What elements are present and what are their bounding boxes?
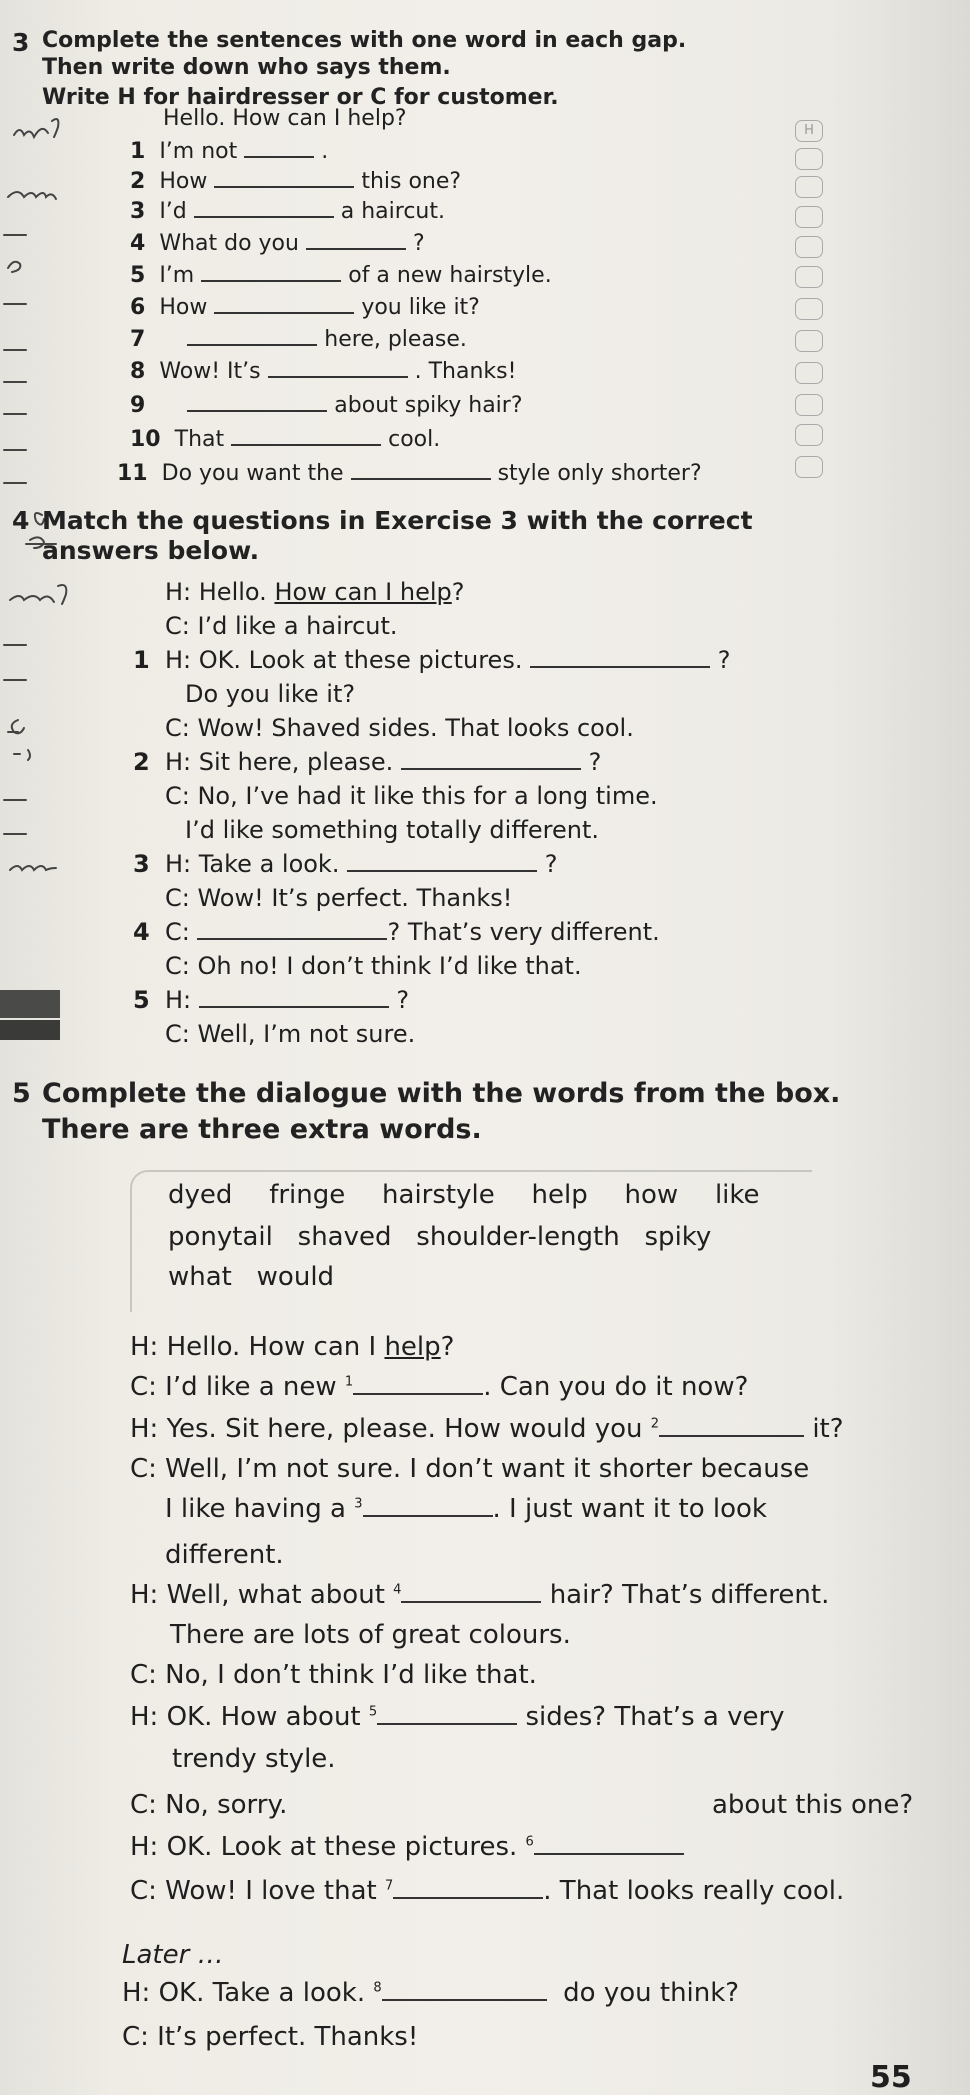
line-end: ? (717, 646, 731, 674)
ex4-number: 4 (12, 506, 30, 535)
line-text: H: Take a look. (164, 850, 340, 878)
box-word: shaved (297, 1222, 392, 1252)
dialogue-line-end: about this one? (712, 1790, 914, 1820)
word-box-row (168, 1262, 334, 1292)
line-end: ? (451, 578, 465, 606)
line-text: H: OK. How about (130, 1702, 369, 1732)
item-text: How (159, 169, 208, 194)
ex3-item (117, 458, 702, 486)
line-text: H: (164, 986, 192, 1014)
answer-blank[interactable] (187, 324, 317, 346)
line-text: C: (164, 918, 190, 946)
box-word: hairstyle (382, 1180, 495, 1210)
item-number: 2 (130, 169, 146, 194)
answer-blank[interactable] (382, 1979, 547, 2001)
answer-blank[interactable] (187, 390, 327, 412)
item-text-end: about spiky hair? (334, 393, 523, 418)
answer-blank[interactable] (268, 356, 408, 378)
ex4-line (133, 748, 601, 776)
line-text: H: Sit here, please. (164, 748, 394, 776)
answer-blank[interactable] (401, 1581, 541, 1603)
dialogue-line (165, 1494, 767, 1524)
item-text: I’d (159, 199, 187, 224)
box-word: ponytail (168, 1222, 273, 1252)
ex4-heading-line1: Match the questions in Exercise 3 with the correct (42, 506, 753, 535)
ex3-heading-line2: Then write down who says them. (42, 55, 451, 80)
answer-box[interactable] (795, 266, 823, 288)
answer-blank[interactable] (363, 1495, 493, 1517)
ex3-heading-line3: Write H for hairdresser or C for customer. (42, 85, 559, 110)
line-end: sides? That’s a very (525, 1702, 785, 1732)
item-text: Wow! It’s (159, 359, 261, 384)
answer-blank[interactable] (194, 196, 334, 218)
dialogue-line: C: It’s perfect. Thanks! (122, 2022, 419, 2052)
ex5-heading-line1: Complete the dialogue with the words from the box. (42, 1078, 841, 1109)
ex4-line: C: I’d like a haircut. (165, 612, 398, 640)
box-word: fringe (269, 1180, 346, 1210)
item-text: How (159, 295, 208, 320)
answer-box[interactable] (795, 236, 823, 258)
answer-blank[interactable] (197, 918, 387, 940)
box-word: dyed (168, 1180, 233, 1210)
line-text: I like having a (165, 1494, 355, 1524)
item-number: 3 (133, 850, 150, 878)
item-text-end: ? (412, 231, 425, 256)
example-answer: How can I help (274, 578, 452, 606)
answer-box[interactable] (795, 206, 823, 228)
answer-blank[interactable] (393, 1877, 543, 1899)
item-text: Do you want the (161, 461, 344, 486)
ex4-line: C: Wow! Shaved sides. That looks cool. (165, 714, 634, 742)
dialogue-line: There are lots of great colours. (170, 1620, 571, 1650)
item-text: That (174, 427, 225, 452)
answer-blank[interactable] (214, 292, 354, 314)
item-text-end: style only shorter? (497, 461, 702, 486)
box-word: what (168, 1262, 232, 1292)
answer-box[interactable] (795, 148, 823, 170)
answer-box[interactable] (795, 394, 823, 416)
line-end: ? That’s very different. (387, 918, 660, 946)
item-text-end: this one? (361, 169, 462, 194)
item-number: 4 (133, 918, 150, 946)
line-text: H: OK. Look at these pictures. (164, 646, 523, 674)
dialogue-line: different. (165, 1540, 284, 1570)
answer-blank[interactable] (306, 228, 406, 250)
item-number: 11 (117, 461, 148, 486)
dialogue-line (130, 1702, 785, 1732)
item-number: 10 (130, 427, 161, 452)
line-text: C: Wow! I love that (130, 1876, 385, 1906)
ex3-item (130, 260, 552, 288)
gap-number: 2 (650, 1416, 660, 1432)
ex5-number: 5 (12, 1078, 31, 1109)
ex3-example: Hello. How can I help? (163, 106, 407, 131)
answer-blank[interactable] (347, 850, 537, 872)
line-end: . I just want it to look (492, 1494, 767, 1524)
line-text: H: Well, what about (130, 1580, 394, 1610)
gap-number: 3 (354, 1496, 363, 1512)
answer-box[interactable] (795, 456, 823, 478)
dialogue-line: C: No, I don’t think I’d like that. (130, 1660, 537, 1690)
ex3-number: 3 (12, 28, 30, 57)
gap-number: 6 (525, 1834, 534, 1850)
page-number: 55 (870, 2060, 912, 2095)
answer-blank[interactable] (199, 986, 389, 1008)
ex4-line (133, 986, 409, 1014)
gap-number: 7 (385, 1878, 394, 1894)
item-number: 3 (130, 199, 146, 224)
item-number: 2 (133, 748, 150, 776)
ex4-line: C: Well, I’m not sure. (165, 1020, 416, 1048)
later-label: Later … (122, 1940, 224, 1970)
gap-number: 4 (393, 1582, 402, 1598)
box-word: would (256, 1262, 335, 1292)
ex4-line: C: Oh no! I don’t think I’d like that. (165, 952, 582, 980)
ex4-line (165, 578, 465, 606)
line-end: do you think? (563, 1978, 740, 2008)
item-number: 1 (130, 139, 146, 164)
line-end: it? (812, 1414, 844, 1444)
line-text: C: I’d like a new (130, 1372, 345, 1402)
line-end: . Can you do it now? (483, 1372, 749, 1402)
dialogue-line (130, 1876, 844, 1906)
line-text: H: OK. Look at these pictures. (130, 1832, 526, 1862)
item-text-end: here, please. (324, 327, 467, 352)
answer-blank[interactable] (231, 424, 381, 446)
ex3-item (130, 424, 440, 452)
word-box-row (168, 1180, 760, 1210)
item-text-end: cool. (388, 427, 441, 452)
ex4-line: C: Wow! It’s perfect. Thanks! (165, 884, 513, 912)
box-word: like (714, 1180, 760, 1210)
item-number: 1 (133, 646, 150, 674)
line-text: H: Hello. How can I (130, 1332, 385, 1362)
answer-blank[interactable] (214, 166, 354, 188)
dialogue-line: trendy style. (172, 1744, 336, 1774)
ex3-item (130, 390, 523, 418)
answer-box: H (795, 120, 823, 142)
dialogue-line: C: Well, I’m not sure. I don’t want it shorter because (130, 1454, 810, 1484)
ex4-line (133, 918, 660, 946)
ex3-heading-line1: Complete the sentences with one word in each gap. (42, 28, 687, 53)
item-number: 8 (130, 359, 146, 384)
answer-blank[interactable] (377, 1703, 517, 1725)
line-end: ? (588, 748, 602, 776)
box-word: how (624, 1180, 679, 1210)
ex3-item (130, 166, 461, 194)
ex3-item (130, 228, 425, 256)
answer-blank[interactable] (401, 748, 581, 770)
gap-number: 8 (373, 1980, 382, 1996)
answer-box[interactable] (795, 298, 823, 320)
ex4-heading-line2: answers below. (42, 536, 260, 565)
item-number: 6 (130, 295, 146, 320)
box-word: shoulder-length (416, 1222, 620, 1252)
item-number: 7 (130, 327, 146, 352)
answer-blank[interactable] (244, 136, 314, 158)
example-answer: help (384, 1332, 441, 1362)
dialogue-line (122, 1978, 739, 2008)
answer-box[interactable] (795, 362, 823, 384)
dialogue-line (130, 1372, 748, 1402)
box-word: help (531, 1180, 588, 1210)
dialogue-line (130, 1832, 684, 1862)
answer-blank[interactable] (659, 1415, 804, 1437)
dialogue-line (130, 1332, 454, 1362)
line-end: ? (544, 850, 558, 878)
gap-number: 1 (344, 1374, 354, 1390)
line-end: hair? That’s different. (549, 1580, 830, 1610)
answer-box[interactable] (795, 330, 823, 352)
item-number: 4 (130, 231, 146, 256)
line-text: H: OK. Take a look. (122, 1978, 374, 2008)
ex3-item (130, 292, 480, 320)
box-word: spiky (644, 1222, 712, 1252)
item-number: 5 (130, 263, 146, 288)
item-text-end: . Thanks! (414, 359, 517, 384)
gap-number: 5 (368, 1704, 378, 1720)
line-text: H: Yes. Sit here, please. How would you (130, 1414, 651, 1444)
handwritten-margin-marks (0, 110, 100, 1150)
ex4-line: I’d like something totally different. (185, 816, 599, 844)
item-text: I’m not (159, 139, 238, 164)
line-end: . That looks really cool. (543, 1876, 845, 1906)
ex3-item (130, 356, 516, 384)
ex4-line: C: No, I’ve had it like this for a long time. (165, 782, 658, 810)
item-text-end: you like it? (361, 295, 480, 320)
ex3-item (130, 324, 467, 352)
item-text: What do you (159, 231, 299, 256)
dialogue-line: C: No, sorry. (130, 1790, 288, 1820)
ex4-line (133, 850, 558, 878)
answer-box[interactable] (795, 176, 823, 198)
item-text-end: of a new hairstyle. (348, 263, 552, 288)
ex3-item (130, 196, 445, 224)
item-text-end: a haircut. (340, 199, 445, 224)
answer-blank[interactable] (530, 646, 710, 668)
ex4-line: Do you like it? (185, 680, 356, 708)
answer-blank[interactable] (534, 1833, 684, 1855)
item-number: 9 (130, 393, 146, 418)
item-text-end: . (321, 139, 329, 164)
line-end: ? (396, 986, 410, 1014)
answer-blank[interactable] (353, 1373, 483, 1395)
item-text: I’m (159, 263, 195, 288)
dialogue-line (130, 1414, 844, 1444)
item-number: 5 (133, 986, 150, 1014)
ex4-line (133, 646, 730, 674)
answer-blank[interactable] (351, 458, 491, 480)
ex3-item (130, 136, 328, 164)
dialogue-line (130, 1580, 829, 1610)
line-end: ? (440, 1332, 455, 1362)
ex5-heading-line2: There are three extra words. (42, 1114, 482, 1145)
word-box-row (168, 1222, 711, 1252)
answer-blank[interactable] (201, 260, 341, 282)
line-text: H: Hello. (165, 578, 275, 606)
answer-box[interactable] (795, 424, 823, 446)
